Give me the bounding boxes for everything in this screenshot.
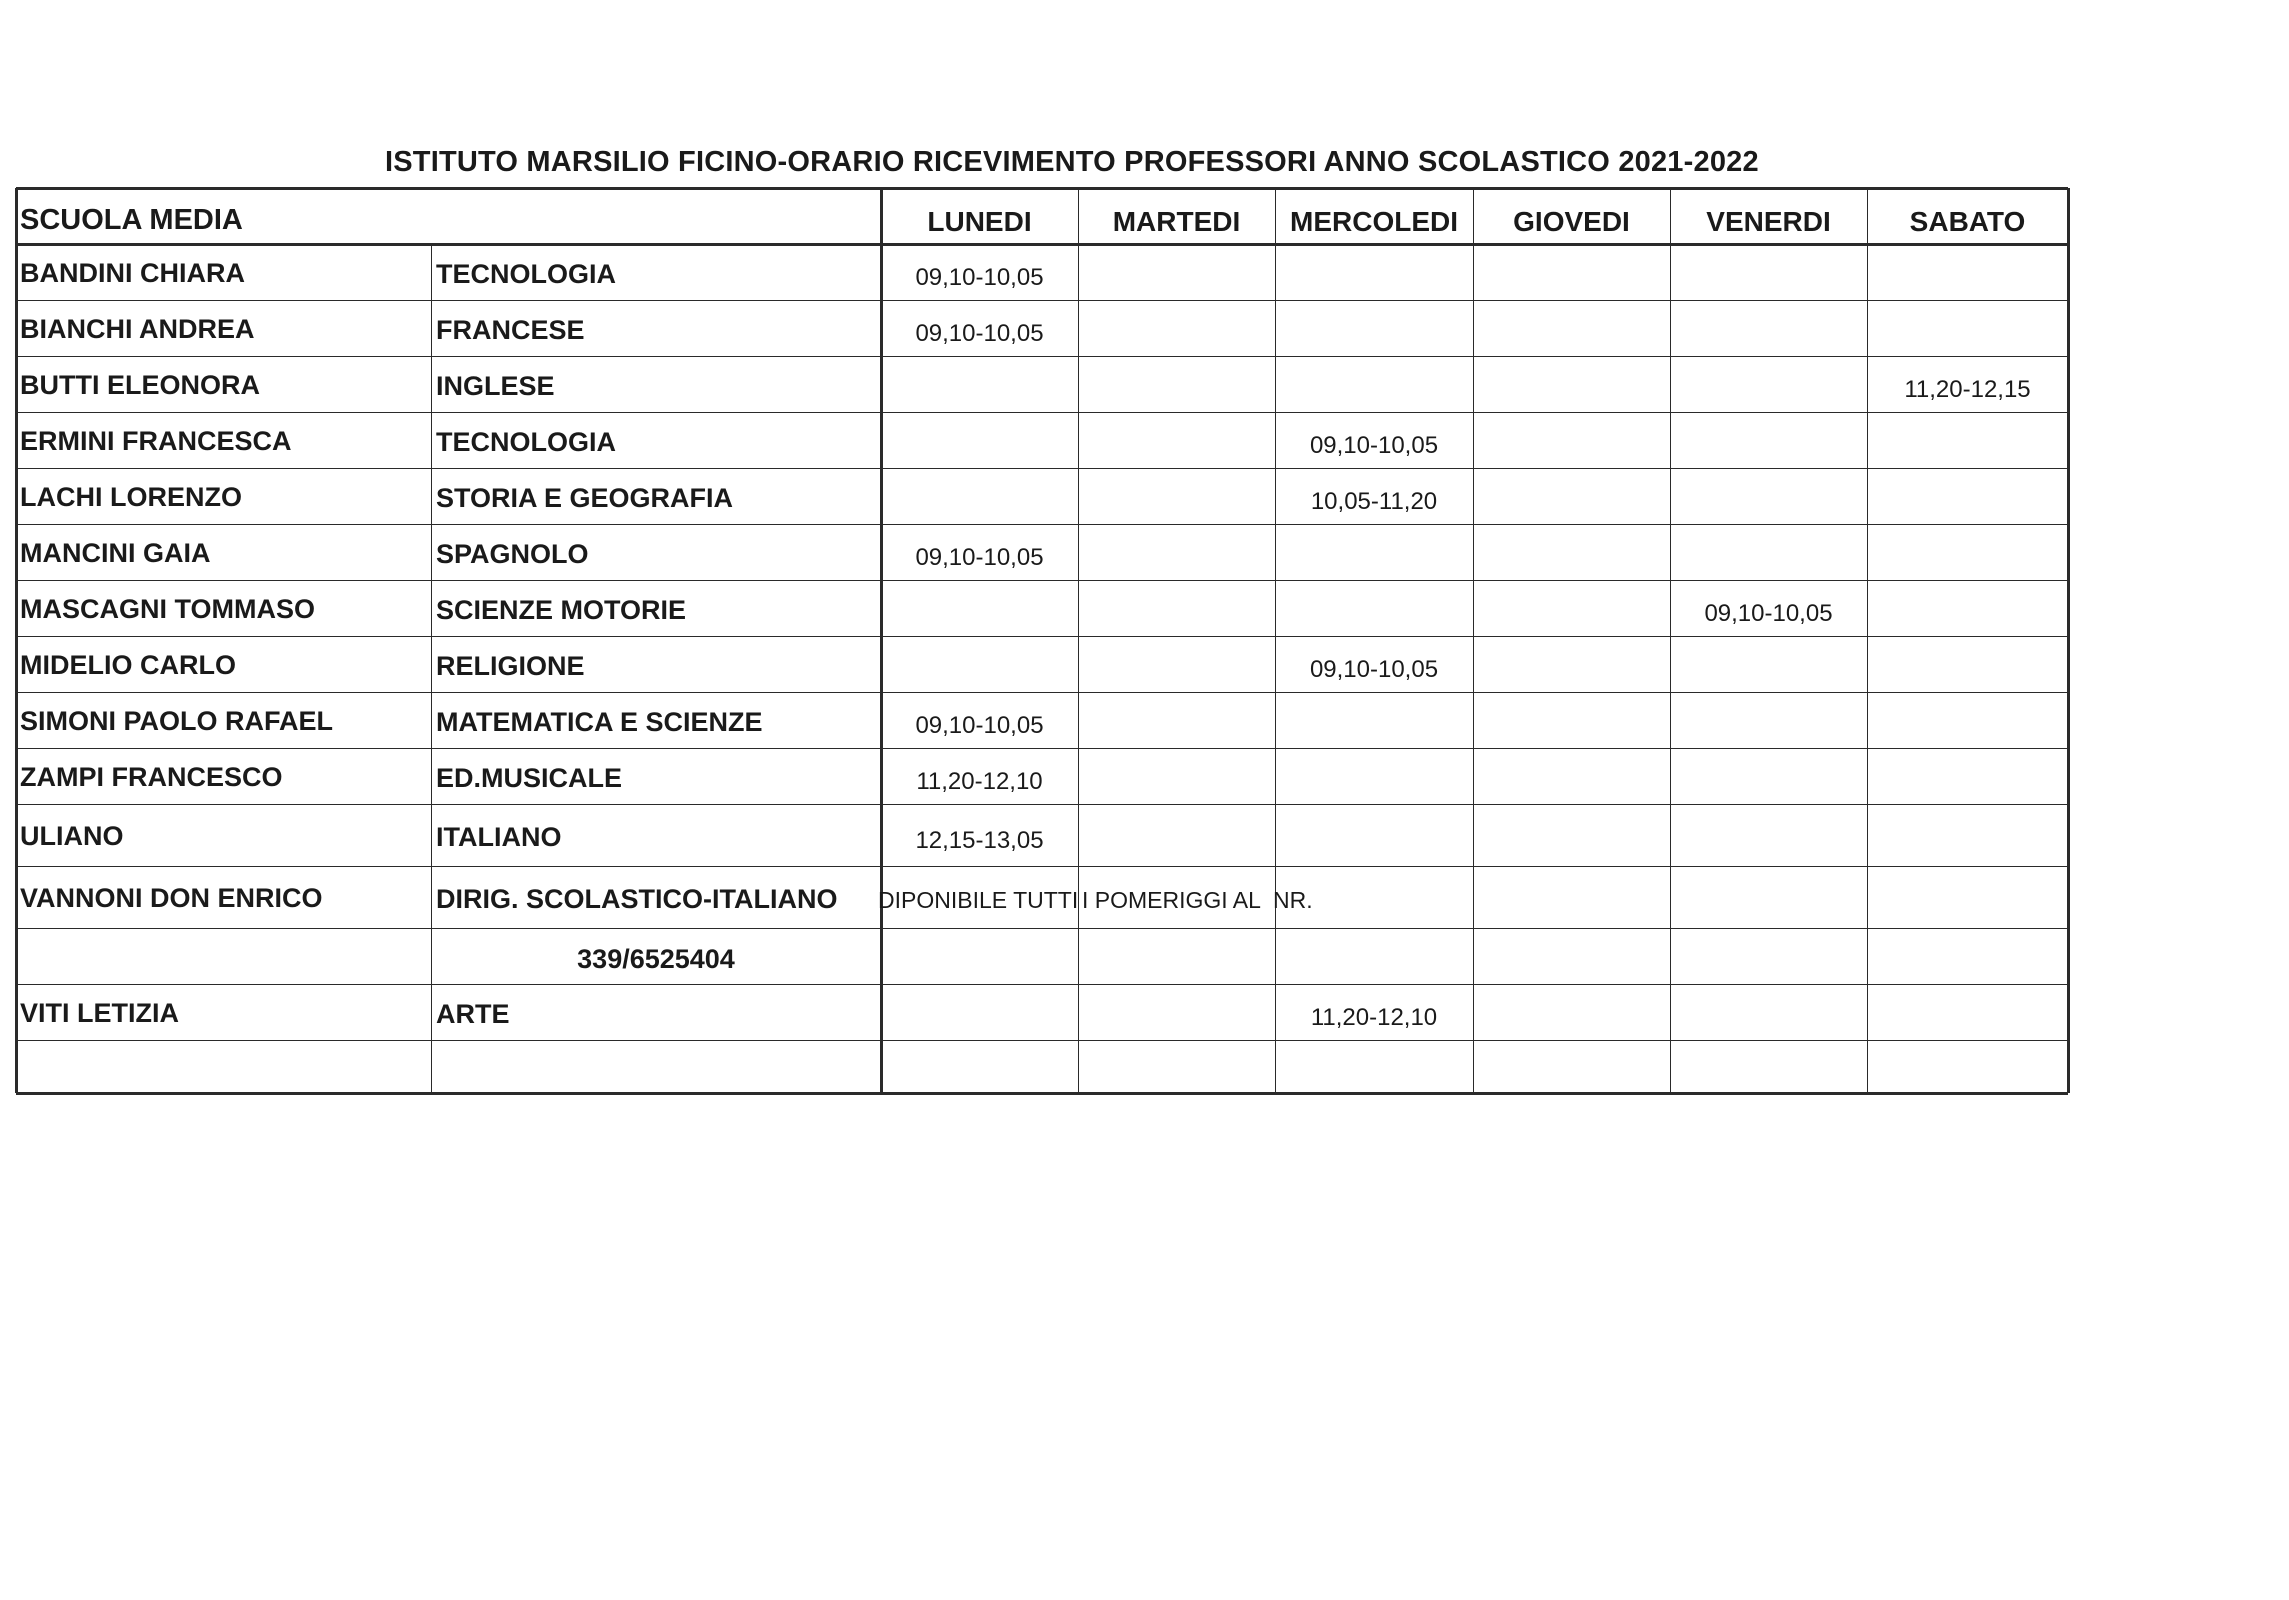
row-divider (16, 468, 2068, 469)
phone-number: 339/6525404 (577, 944, 735, 974)
row-divider (16, 187, 2068, 190)
subject-name: FRANCESE (436, 315, 585, 345)
row-divider (16, 804, 2068, 805)
time-slot: 09,10-10,05 (1704, 600, 1833, 627)
subject-name: STORIA E GEOGRAFIA (436, 483, 734, 513)
time-slot: 09,10-10,05 (915, 264, 1044, 291)
teacher-name: LACHI LORENZO (20, 482, 242, 512)
page-title: ISTITUTO MARSILIO FICINO-ORARIO RICEVIMENTO PROFESSORI ANNO SCOLASTICO 2021-2022 (385, 146, 1759, 178)
teacher-name: MANCINI GAIA (20, 538, 211, 568)
time-slot: 11,20-12,15 (1904, 376, 2031, 403)
day-header-venerdi: VENERDI (1706, 206, 1831, 237)
teacher-name: ULIANO (20, 821, 124, 851)
row-divider (16, 636, 2068, 637)
day-header-giovedi: GIOVEDI (1513, 206, 1630, 237)
section-header: SCUOLA MEDIA (20, 204, 243, 236)
teacher-name: VANNONI DON ENRICO (20, 883, 323, 913)
row-divider (16, 984, 2068, 985)
subject-name: RELIGIONE (436, 651, 585, 681)
subject-name: SPAGNOLO (436, 539, 589, 569)
availability-note: I POMERIGGI AL (1082, 887, 1261, 913)
teacher-name: ERMINI FRANCESCA (20, 426, 292, 456)
row-divider (16, 356, 2068, 357)
time-slot: 09,10-10,05 (915, 712, 1044, 739)
column-divider (1670, 188, 1671, 1093)
row-divider (16, 412, 2068, 413)
row-divider (16, 748, 2068, 749)
availability-note: DIPONIBILE TUTTI (878, 887, 1079, 913)
column-divider (1078, 188, 1079, 1093)
time-slot: 09,10-10,05 (915, 320, 1044, 347)
teacher-name: VITI LETIZIA (20, 998, 179, 1028)
subject-name: DIRIG. SCOLASTICO-ITALIANO (436, 884, 838, 914)
day-header-martedi: MARTEDI (1112, 206, 1241, 237)
time-slot: 10,05-11,20 (1310, 488, 1438, 515)
subject-name: ITALIANO (436, 822, 562, 852)
subject-name: ARTE (436, 999, 510, 1029)
column-divider (15, 188, 18, 1093)
column-divider (1867, 188, 1868, 1093)
teacher-name: BANDINI CHIARA (20, 258, 245, 288)
row-divider (16, 1040, 2068, 1041)
schedule-table (16, 188, 2068, 1093)
subject-name: TECNOLOGIA (436, 427, 616, 457)
subject-name: SCIENZE MOTORIE (436, 595, 687, 625)
subject-name: ED.MUSICALE (436, 763, 623, 793)
column-divider (1275, 188, 1276, 1093)
time-slot: 12,15-13,05 (915, 827, 1044, 854)
row-divider (16, 928, 2068, 929)
day-header-mercoledi: MERCOLEDI (1290, 206, 1458, 237)
time-slot: 11,20-12,10 (1310, 1004, 1438, 1031)
column-divider (2067, 188, 2070, 1093)
time-slot: 11,20-12,10 (916, 768, 1043, 795)
teacher-name: BIANCHI ANDREA (20, 314, 255, 344)
day-header-lunedi: LUNEDI (927, 206, 1032, 237)
row-divider (16, 580, 2068, 581)
row-divider (16, 524, 2068, 525)
time-slot: 09,10-10,05 (915, 544, 1044, 571)
subject-name: INGLESE (436, 371, 555, 401)
day-header-sabato: SABATO (1909, 206, 2026, 237)
column-divider (1473, 188, 1474, 1093)
availability-note: NR. (1273, 887, 1313, 913)
teacher-name: BUTTI ELEONORA (20, 370, 260, 400)
subject-name: TECNOLOGIA (436, 259, 616, 289)
teacher-name: SIMONI PAOLO RAFAEL (20, 706, 334, 736)
row-divider (16, 300, 2068, 301)
subject-name: MATEMATICA E SCIENZE (436, 707, 763, 737)
row-divider (16, 1092, 2068, 1095)
row-divider (16, 243, 2068, 246)
row-divider (16, 692, 2068, 693)
time-slot: 09,10-10,05 (1309, 656, 1439, 683)
row-divider (16, 866, 2068, 867)
time-slot: 09,10-10,05 (1309, 432, 1439, 459)
teacher-name: ZAMPI FRANCESCO (20, 762, 283, 792)
teacher-name: MASCAGNI TOMMASO (20, 594, 315, 624)
teacher-name: MIDELIO CARLO (20, 650, 236, 680)
